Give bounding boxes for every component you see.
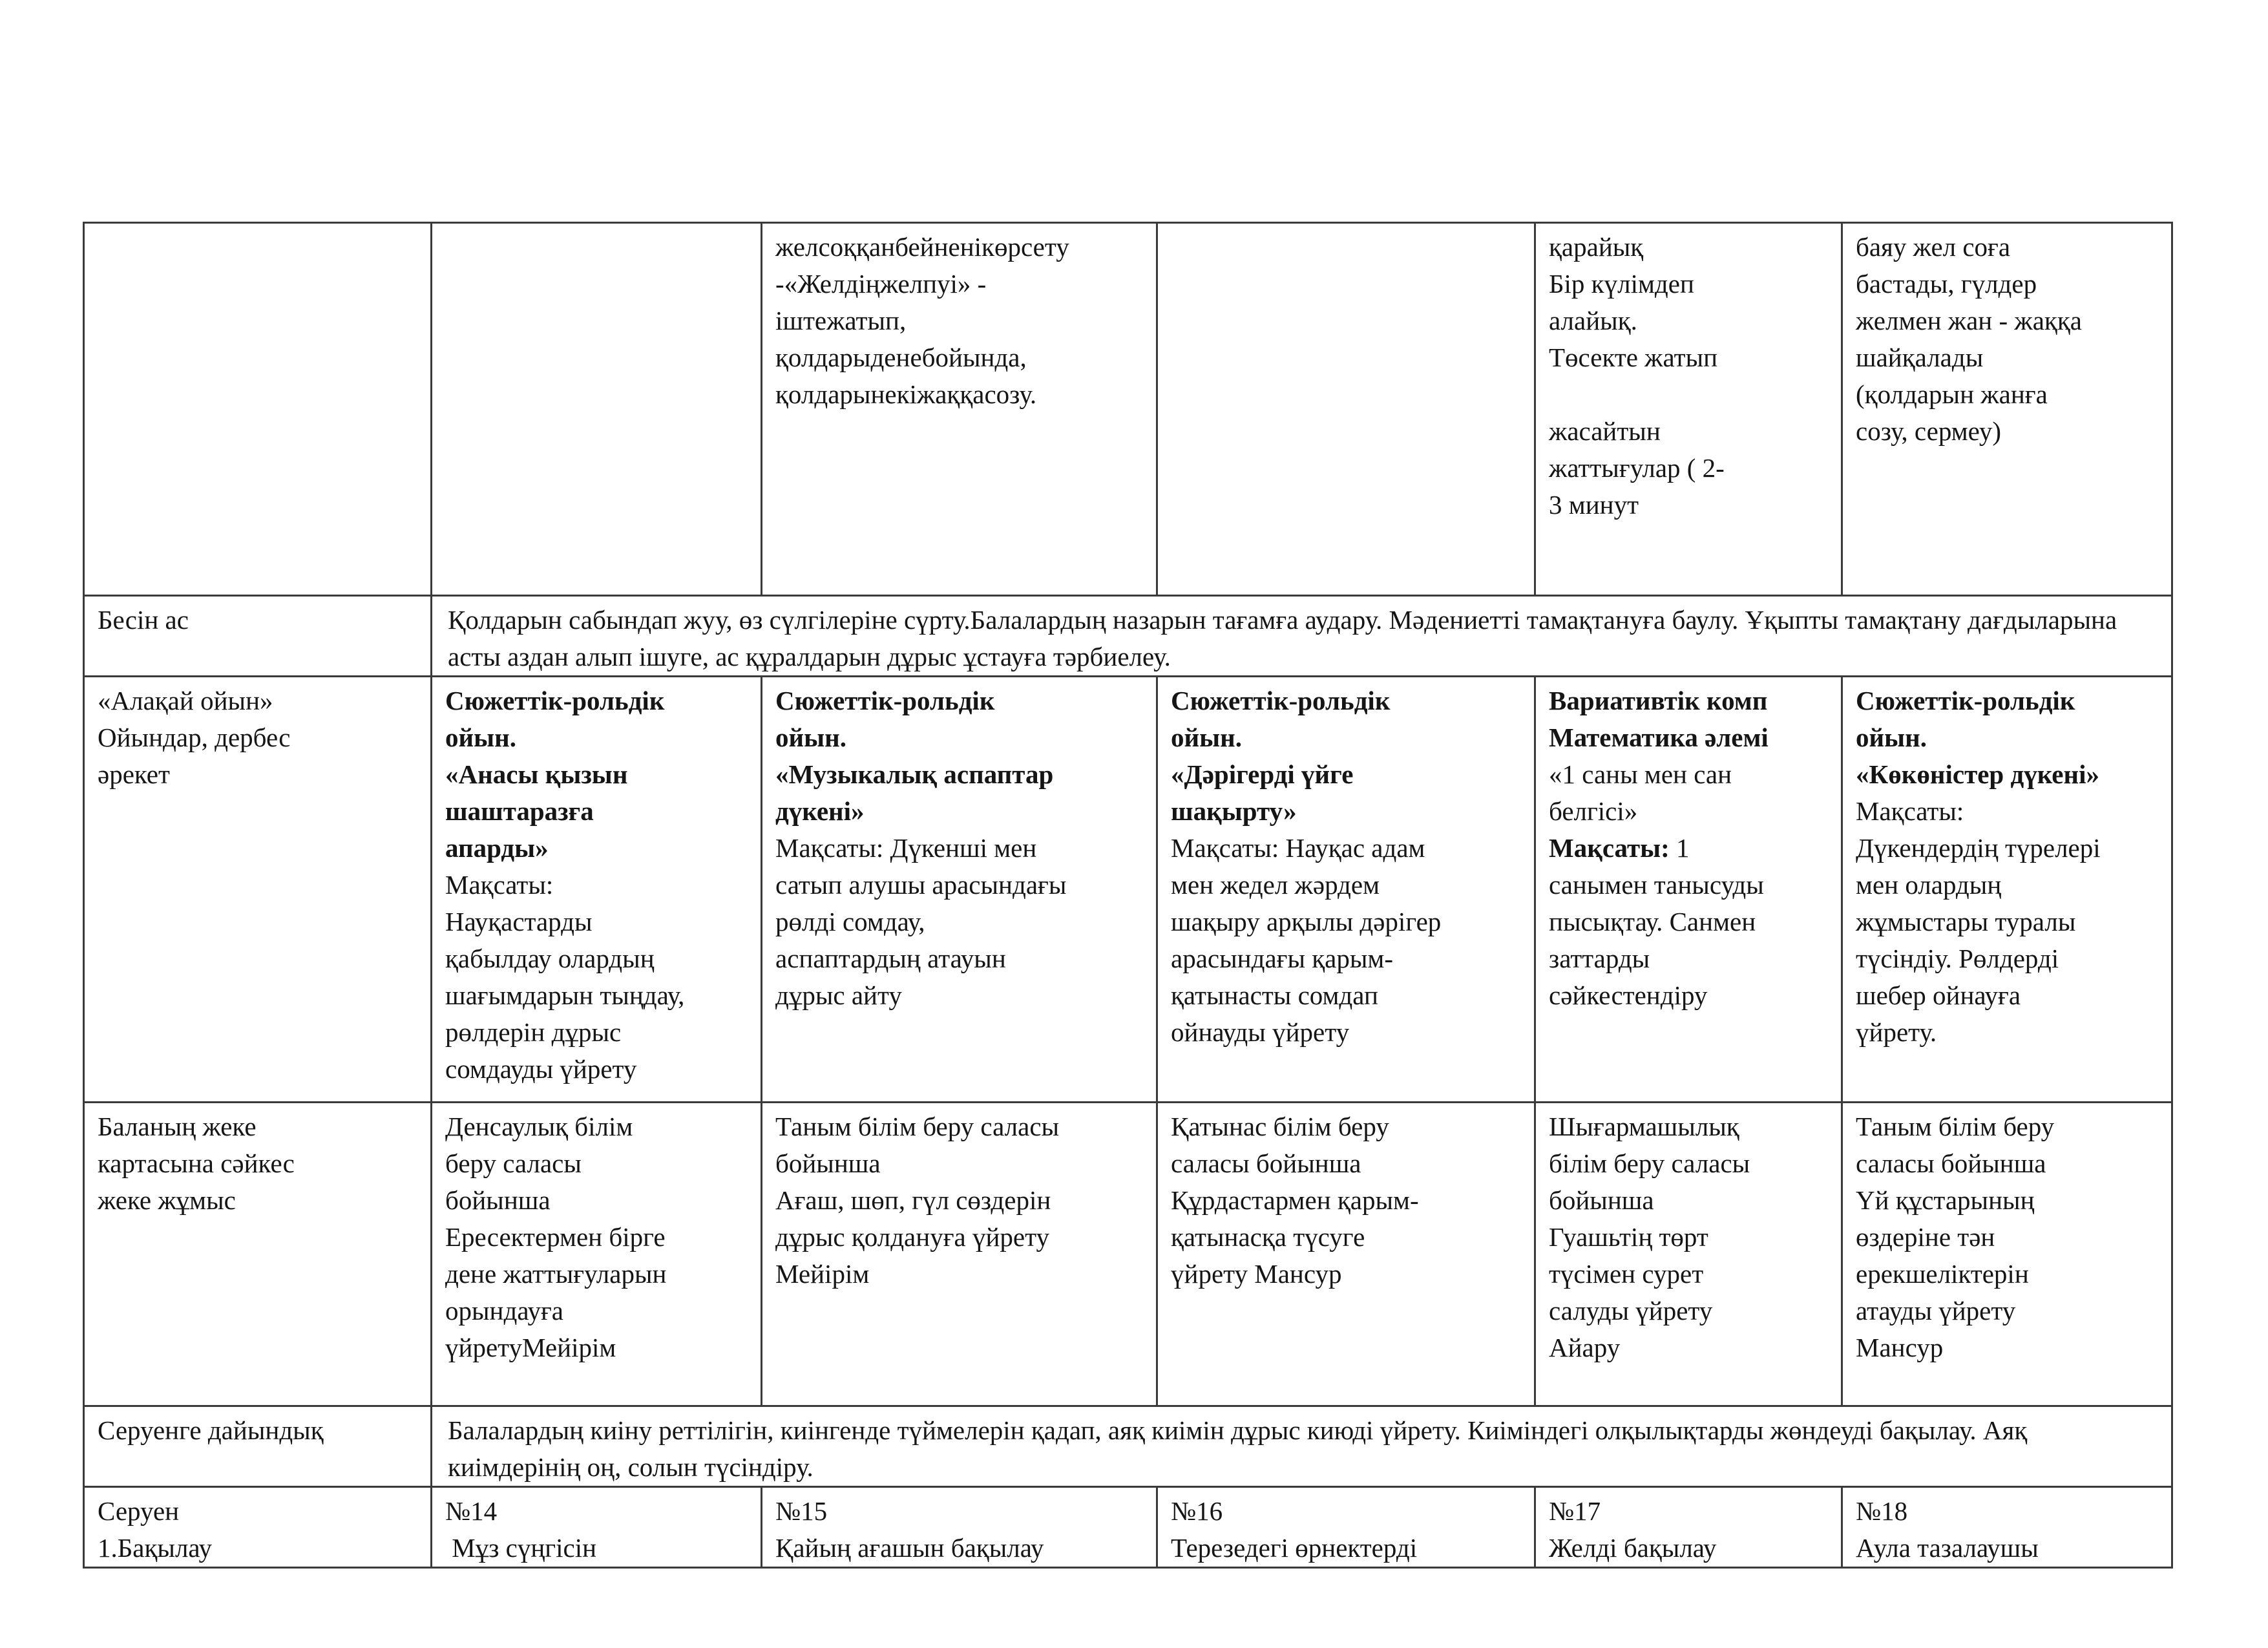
cell-empty-label [84, 223, 432, 596]
cell-exercise-day2 [762, 223, 1157, 596]
cell-individual-day5 [1842, 1103, 2172, 1406]
text-line: Мейірім [775, 1259, 870, 1289]
text-line: сатып алушы арасындағы [775, 870, 1067, 900]
walk-topic: Терезедегі өрнектерді [1171, 1533, 1418, 1563]
text-line: -«Желдіңжелпуі» - [775, 269, 987, 299]
text-line: Мақсаты: Дүкенші мен [775, 833, 1037, 863]
text-line: жасайтын [1549, 416, 1661, 446]
bold-line: Сюжеттік-рольдік [1171, 686, 1391, 715]
cell-individual-day4 [1535, 1103, 1842, 1406]
text-line: Төсекте жатып [1549, 343, 1718, 372]
text-line: түсіндіу. Рөлдерді [1856, 944, 2059, 973]
text-line: Дүкендердің түрелері [1856, 833, 2101, 863]
text-line: Бір күлімдеп [1549, 269, 1694, 299]
bold-line: Математика әлемі [1549, 723, 1769, 752]
bold-line: «Дәрігерді үйге [1171, 759, 1354, 789]
text-line: дұрыс қолдануға үйрету [775, 1222, 1049, 1252]
bold-line: шақырту» [1171, 796, 1297, 826]
bold-line: ойын. [775, 723, 847, 752]
label-line: Серуен [98, 1496, 180, 1526]
text-line: желмен жан - жаққа [1856, 306, 2082, 335]
label-line: 1.Бақылау [98, 1533, 213, 1563]
text-line: аспаптардың атауын [775, 944, 1006, 973]
bold-line: «Көкөністер дүкені» [1856, 759, 2100, 789]
walk-topic: Қайың ағашын бақылау [775, 1533, 1044, 1563]
text-line: дене жаттығуларын [445, 1259, 667, 1289]
walk-number: №15 [775, 1496, 828, 1526]
cell-games-day1 [432, 677, 762, 1103]
text-line: Құрдастармен қарым- [1171, 1185, 1419, 1215]
bold-line: шаштаразға [445, 796, 594, 826]
text-line: Айару [1549, 1333, 1621, 1362]
bold-line: Вариативтік комп [1549, 686, 1768, 715]
text-line: Науқастарды [445, 907, 593, 936]
bold-line: «Анасы қызын [445, 759, 628, 789]
cell-games-day5 [1842, 677, 2172, 1103]
cell-walk-day3 [1157, 1487, 1535, 1568]
text-line: шақыру арқылы дәрігер [1171, 907, 1442, 936]
schedule-table [83, 222, 2173, 1569]
text-line: Үй құстарының [1856, 1185, 2035, 1215]
bold-line: «Музыкалық аспаптар [775, 759, 1054, 789]
text-line: санымен танысуды [1549, 870, 1764, 900]
cell-exercise-day5 [1842, 223, 2172, 596]
text-line: заттарды [1549, 944, 1650, 973]
cell-individual-day1 [432, 1103, 762, 1406]
walk-number: №18 [1856, 1496, 1908, 1526]
text-line: үйретуМейірім [445, 1333, 616, 1362]
bold-line: ойын. [1171, 723, 1243, 752]
text-line: жұмыстары туралы [1856, 907, 2076, 936]
text-line: қабылдау олардың [445, 944, 655, 973]
label-line: әрекет [98, 759, 170, 789]
text-line: арасындағы қарым- [1171, 944, 1394, 973]
text-line: созу, сермеу) [1856, 416, 2001, 446]
text-line: сәйкестендіру [1549, 980, 1708, 1010]
text-line: Гуашьтің төрт [1549, 1222, 1708, 1252]
text-line: дұрыс айту [775, 980, 902, 1010]
text-line: саласы бойынша [1856, 1148, 2046, 1178]
text-line: Денсаулық білім [445, 1112, 633, 1141]
text-line: Таным білім беру саласы [775, 1112, 1060, 1141]
text-line: жаттығулар ( 2- [1549, 453, 1725, 483]
text-line: орындауға [445, 1296, 563, 1326]
text-line: бойынша [775, 1148, 881, 1178]
cell-walk-day5 [1842, 1487, 2172, 1568]
text-line: беру саласы [445, 1148, 582, 1178]
text-line: ерекшеліктерін [1856, 1259, 2029, 1289]
label-line: картасына сәйкес [98, 1148, 295, 1178]
text-line: атауды үйрету [1856, 1296, 2016, 1326]
cell-games-day3 [1157, 677, 1535, 1103]
text-line: Мақсаты: [445, 870, 554, 900]
text-line: қолдарыденебойында, [775, 343, 1027, 372]
text-line: сомдауды үйрету [445, 1054, 637, 1084]
row-label-walk-prep: Серуенге дайындық [84, 1406, 432, 1487]
bold-line: Сюжеттік-рольдік [445, 686, 665, 715]
bold-line: ойын. [1856, 723, 1927, 752]
text-line: бастады, гүлдер [1856, 269, 2037, 299]
goal-text: 1 [1676, 833, 1690, 863]
cell-empty-day1 [432, 223, 762, 596]
text-line: мен олардың [1856, 870, 2002, 900]
text-line: Шығармашылық [1549, 1112, 1739, 1141]
label-line: Баланың жеке [98, 1112, 257, 1141]
table-row-walk [84, 1487, 2172, 1568]
walk-topic: Мұз сүңгісін [445, 1533, 597, 1563]
text-line: баяу жел соға [1856, 232, 2011, 262]
cell-games-day2 [762, 677, 1157, 1103]
text-line: қатынасқа түсуге [1171, 1222, 1365, 1252]
text-line: белгісі» [1549, 796, 1638, 826]
text-line: қатынасты сомдап [1171, 980, 1378, 1010]
text-line: Ересектермен бірге [445, 1222, 666, 1252]
text-line: бойынша [1549, 1185, 1654, 1215]
text-line: Мансур [1856, 1333, 1944, 1362]
table-row-lunch [84, 596, 2172, 677]
text-line: пысықтау. Санмен [1549, 907, 1756, 936]
text-line: қолдарынекіжаққасозу. [775, 379, 1037, 409]
text-line: бойынша [445, 1185, 551, 1215]
goal-line [1549, 830, 1832, 867]
cell-lunch-text: Қолдарын сабындап жуу, өз сүлгілеріне сүрту.Балалардың назарын тағамға аудару. Мәдениетті тамақтануға баулу. Ұқыпты тамақтану дағдыларына асты аздан алып ішуге, ас құралдарын дұрыс ұстауға тәрбиелеу. [432, 596, 2172, 677]
label-line: «Алақай ойын» [98, 686, 273, 715]
text-line: білім беру саласы [1549, 1148, 1750, 1178]
text-line: ойнауды үйрету [1171, 1017, 1350, 1047]
table-row-walk-prep [84, 1406, 2172, 1487]
text-line [1549, 376, 1832, 413]
text-line: шебер ойнауға [1856, 980, 2021, 1010]
bold-line: Сюжеттік-рольдік [1856, 686, 2075, 715]
text-line: рөлдерін дұрыс [445, 1017, 622, 1047]
text-line: рөлді сомдау, [775, 907, 925, 936]
goal-label: Мақсаты: [1549, 833, 1670, 863]
text-line: Ағаш, шөп, гүл сөздерін [775, 1185, 1051, 1215]
text-line: үйрету. [1856, 1017, 1937, 1047]
walk-number: №14 [445, 1496, 498, 1526]
cell-walk-day4 [1535, 1487, 1842, 1568]
text-line: (қолдарын жанға [1856, 379, 2048, 409]
text-line: Мақсаты: Науқас адам [1171, 833, 1425, 863]
text-line: «1 саны мен сан [1549, 759, 1732, 789]
cell-exercise-day4 [1535, 223, 1842, 596]
cell-individual-day2 [762, 1103, 1157, 1406]
text-line: іштежатып, [775, 306, 907, 335]
text-line: Мақсаты: [1856, 796, 1964, 826]
row-label-walk [84, 1487, 432, 1568]
text-line: Қатынас білім беру [1171, 1112, 1389, 1141]
bold-line: Сюжеттік-рольдік [775, 686, 995, 715]
label-line: Ойындар, дербес [98, 723, 291, 752]
cell-walk-day1 [432, 1487, 762, 1568]
table-row-individual [84, 1103, 2172, 1406]
table-row-exercise [84, 223, 2172, 596]
text-line: мен жедел жәрдем [1171, 870, 1380, 900]
text-line: Таным білім беру [1856, 1112, 2055, 1141]
walk-topic: Желді бақылау [1549, 1533, 1717, 1563]
text-line: алайық. [1549, 306, 1637, 335]
text-line: саласы бойынша [1171, 1148, 1361, 1178]
row-label-lunch: Бесін ас [84, 596, 432, 677]
text-line: өздеріне тән [1856, 1222, 1995, 1252]
text-line: салуды үйрету [1549, 1296, 1713, 1326]
text-line: шайқалады [1856, 343, 1984, 372]
bold-line: дүкені» [775, 796, 865, 826]
row-label-individual [84, 1103, 432, 1406]
walk-topic: Аула тазалаушы [1856, 1533, 2039, 1563]
cell-individual-day3 [1157, 1103, 1535, 1406]
text-line: 3 минут [1549, 490, 1639, 520]
text-line: шағымдарын тыңдау, [445, 980, 685, 1010]
table-row-games [84, 677, 2172, 1103]
walk-number: №17 [1549, 1496, 1601, 1526]
label-line: жеке жұмыс [98, 1185, 236, 1215]
row-label-games [84, 677, 432, 1103]
text-line: түсімен сурет [1549, 1259, 1704, 1289]
text-line: қарайық [1549, 232, 1644, 262]
cell-empty-day3 [1157, 223, 1535, 596]
cell-games-day4 [1535, 677, 1842, 1103]
bold-line: ойын. [445, 723, 517, 752]
cell-walk-prep-text: Балалардың киіну реттілігін, киінгенде түймелерін қадап, аяқ киімін дұрыс киюді үйрету. Киіміндегі олқылықтарды жөндеуді бақылау. Аяқ киімдерінің оң, солын түсіндіру. [432, 1406, 2172, 1487]
walk-number: №16 [1171, 1496, 1223, 1526]
text-line: үйрету Мансур [1171, 1259, 1342, 1289]
text-line: желсоққанбейненікөрсету [775, 232, 1069, 262]
bold-line: апарды» [445, 833, 549, 863]
cell-walk-day2 [762, 1487, 1157, 1568]
